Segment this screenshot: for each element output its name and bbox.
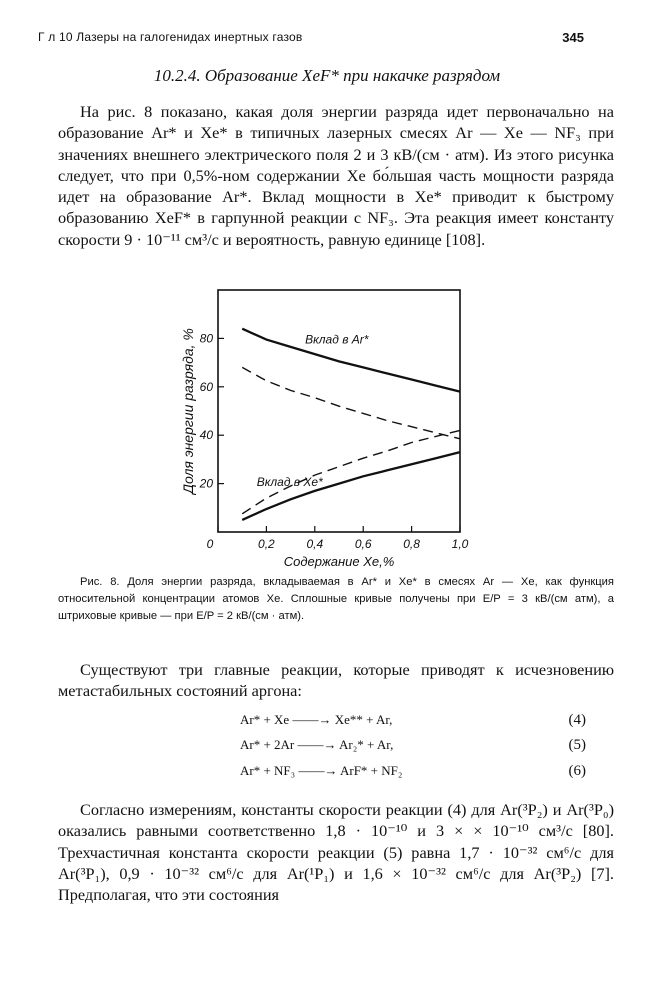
- x-tick-label: 1,0: [451, 537, 469, 551]
- paragraph-1: [58, 101, 614, 250]
- paragraph-3-text: Согласно измерениям, константы скорости реакции (4) для Ar(³P₂) и Ar(³P₀) оказались равными соответственно 1,8 · 10⁻¹⁰ и 3 × × 10⁻¹⁰ см³/с [80]. Трехчастичная константа скорости реакции (5) равна 1,7 · 10⁻³² см⁶/с для Ar(³P₁), 0,9 · 10⁻³² см⁶/с для Ar(¹P₁) и 1,6 × 10⁻³² см⁶/с для Ar(³P₂) [7]. Предполагая, что эти состояния: [58, 800, 614, 905]
- y-tick-label: 40: [199, 428, 213, 443]
- plot-frame: [218, 290, 460, 532]
- paragraph-1-text: На рис. 8 показано, какая доля энергии разряда идет первоначально на образование Ar* и Xe* в типичных лазерных смесях Ar — Xe — NF₃ при значениях внешнего электрического поля 2 и 3 кВ/(см · атм). Из этого рисунка следует, что при 0,5%-ном содержании Xe бо́льшая часть мощности разряда идет на образование Ar*. Вклад мощности в Xe* приводит к быстрому образованию XeF* в гарпунной реакции с NF₃. Эта реакция имеет константу скорости 9 · 10⁻¹¹ см³/с и вероятность, равную единице [108].: [58, 102, 614, 249]
- page-number: 345: [562, 30, 584, 45]
- equation-4: [0, 712, 654, 734]
- y-tick-label: 80: [199, 331, 213, 346]
- y-tick-label: 20: [199, 476, 213, 491]
- y-tick-label: 60: [199, 379, 213, 394]
- origin-label: 0: [206, 537, 214, 551]
- equation-4-number: (4): [568, 712, 586, 728]
- x-tick-label: 0,8: [403, 537, 420, 551]
- running-head: Г л 10 Лазеры на галогенидах инертных газов: [38, 30, 303, 44]
- x-tick-label: 0,4: [306, 537, 324, 551]
- dashed-curve: [242, 367, 460, 438]
- figure-caption: [58, 574, 614, 625]
- paragraph-3: [58, 799, 614, 905]
- equation-6-text: Ar* + NF₃ ——→ ArF* + NF₂: [240, 763, 403, 778]
- equation-6: [0, 763, 654, 785]
- x-axis-label: Содержание Xe,%: [283, 554, 395, 569]
- equation-5-number: (5): [568, 737, 586, 753]
- curve-annotation: Вклад в Xe*: [256, 475, 323, 490]
- curve-annotation: Вклад в Ar*: [305, 332, 369, 347]
- paragraph-2: [58, 659, 614, 702]
- figure-8-chart: [170, 285, 500, 570]
- figure-caption-text: Рис. 8. Доля энергии разряда, вкладываемая в Ar* и Xe* в смесях Ar — Xe, как функция относительной концентрации атомов Xe. Сплошные кривые получены при E/P = 3 кВ/(см атм), а штриховые кривые — при E/P = 2 кВ/(см · атм).: [58, 576, 614, 622]
- equation-6-number: (6): [568, 763, 586, 779]
- dashed-curve: [242, 430, 460, 513]
- section-title: 10.2.4. Образование XeF* при накачке разрядом: [153, 66, 501, 85]
- y-axis-label: Доля энергии разряда, %: [180, 328, 196, 494]
- paragraph-2-text: Существуют три главные реакции, которые приводят к исчезновению метастабильных состояний аргона:: [58, 660, 614, 701]
- x-tick-label: 0,6: [354, 537, 372, 551]
- equation-4-text: Ar* + Xe ——→ Xe** + Ar,: [240, 712, 393, 727]
- equation-5: [0, 737, 654, 759]
- equation-5-text: Ar* + 2Ar ——→ Ar₂* + Ar,: [240, 737, 394, 752]
- x-tick-label: 0,2: [258, 537, 275, 551]
